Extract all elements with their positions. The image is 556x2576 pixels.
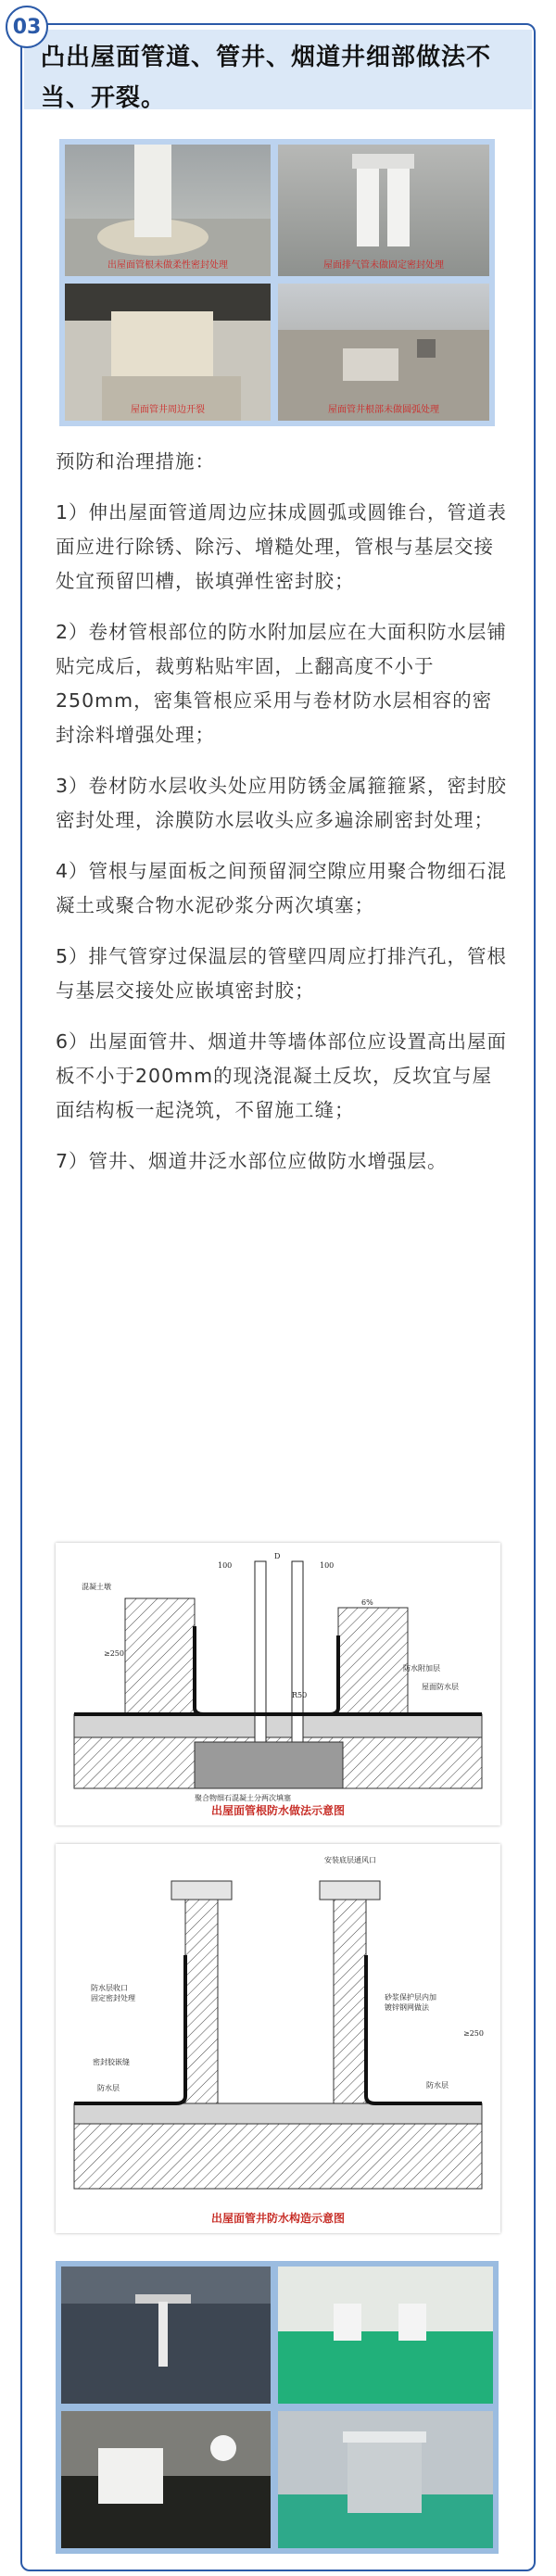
label-add-layer: 防水附加层 <box>403 1664 440 1673</box>
photo-roof-tiles <box>61 2267 271 2404</box>
section-number-badge: 03 <box>6 6 48 48</box>
label-fill: 聚合物细石混凝土分两次填塞 <box>195 1794 291 1802</box>
roof-tiles-illustration <box>61 2267 271 2404</box>
photo-shaft-root <box>278 284 489 421</box>
diagram-caption: 出屋面管根防水做法示意图 <box>210 1804 345 1817</box>
green-roof-illustration <box>278 2267 493 2404</box>
photo-caption: 屋面排气管未做固定密封处理 <box>323 260 444 271</box>
photo-caption: 屋面管井根部未做圆弧处理 <box>328 405 439 415</box>
photo-shaft-top <box>278 2411 493 2548</box>
diagram-caption: 出屋面管井防水构造示意图 <box>210 2212 345 2225</box>
measure-item: 4）管根与屋面板之间预留洞空隙应用聚合物细石混凝土或聚合物水泥砂浆分两次填塞； <box>56 860 508 916</box>
label-vent: 安装底层通风口 <box>324 1856 376 1864</box>
measures-text <box>56 445 510 1195</box>
label-diameter: D <box>274 1552 281 1560</box>
label-height: ≥250 <box>104 1649 124 1658</box>
label-concrete: 混凝土墩 <box>82 1583 111 1591</box>
measure-item: 1）伸出屋面管道周边应抹成圆弧或圆锥台，管道表面应进行除锈、除污、增糙处理，管根与基层交接处宜预留凹槽，嵌填弹性密封胶； <box>56 501 508 592</box>
label-100-left: 100 <box>218 1561 233 1570</box>
photo-caption: 屋面管井周边开裂 <box>131 405 205 415</box>
shaft-root-photo-illustration <box>278 284 489 421</box>
worker-illustration <box>61 2411 271 2548</box>
label-layer-right: 防水层 <box>426 2081 449 2090</box>
section-title: 凸出屋面管道、管井、烟道井细部做法不当、开裂。 <box>41 44 492 112</box>
label-seal: 密封胶嵌缝 <box>93 2058 130 2066</box>
photo-shaft-crack <box>65 284 271 421</box>
photo-green-roof <box>278 2267 493 2404</box>
shaft-drawing <box>56 1844 500 2233</box>
photo-caption: 出屋面管根未做柔性密封处理 <box>107 260 228 271</box>
label-main-layer: 屋面防水层 <box>422 1683 459 1691</box>
bottom-photo-grid <box>56 2261 499 2554</box>
label-grout: 砂浆保护层内加 镀锌钢网做法 <box>385 1993 436 2012</box>
measure-item: 6）出屋面管井、烟道井等墙体部位应设置高出屋面板不小于200mm的现浇混凝土反坎，反坎宜与屋面结构板一起浇筑，不留施工缝； <box>56 1030 508 1121</box>
shaft-diagram <box>56 1844 500 2233</box>
label-slope: 6% <box>361 1598 373 1607</box>
photo-vent-pipe <box>278 145 489 276</box>
measure-item: 2）卷材管根部位的防水附加层应在大面积防水层铺贴完成后，裁剪粘贴牢固，上翻高度不小于250mm，密集管根应采用与卷材防水层相容的密封涂料增强处理； <box>56 621 508 746</box>
photo-pipe-root <box>65 145 271 276</box>
label-height: ≥250 <box>463 2029 484 2038</box>
top-photo-grid <box>59 139 495 426</box>
measure-item: 5）排气管穿过保温层的管壁四周应打排汽孔，管根与基层交接处应嵌填密封胶； <box>56 945 508 1002</box>
label-radius: R50 <box>292 1691 308 1699</box>
measure-item: 7）管井、烟道井泛水部位应做防水增强层。 <box>56 1150 448 1172</box>
measures-intro: 预防和治理措施： <box>56 450 215 473</box>
label-edge: 防水层收口 固定密封处理 <box>91 1984 135 2002</box>
pipe-root-diagram <box>56 1543 500 1825</box>
shaft-photo-illustration <box>65 284 271 421</box>
photo-worker <box>61 2411 271 2548</box>
label-layer-left: 防水层 <box>97 2084 120 2092</box>
shaft-top-illustration <box>278 2411 493 2548</box>
measure-item: 3）卷材防水层收头处应用防锈金属箍箍紧，密封胶密封处理，涂膜防水层收头应多遍涂刷密封处理； <box>56 775 508 831</box>
label-100-right: 100 <box>320 1561 335 1570</box>
